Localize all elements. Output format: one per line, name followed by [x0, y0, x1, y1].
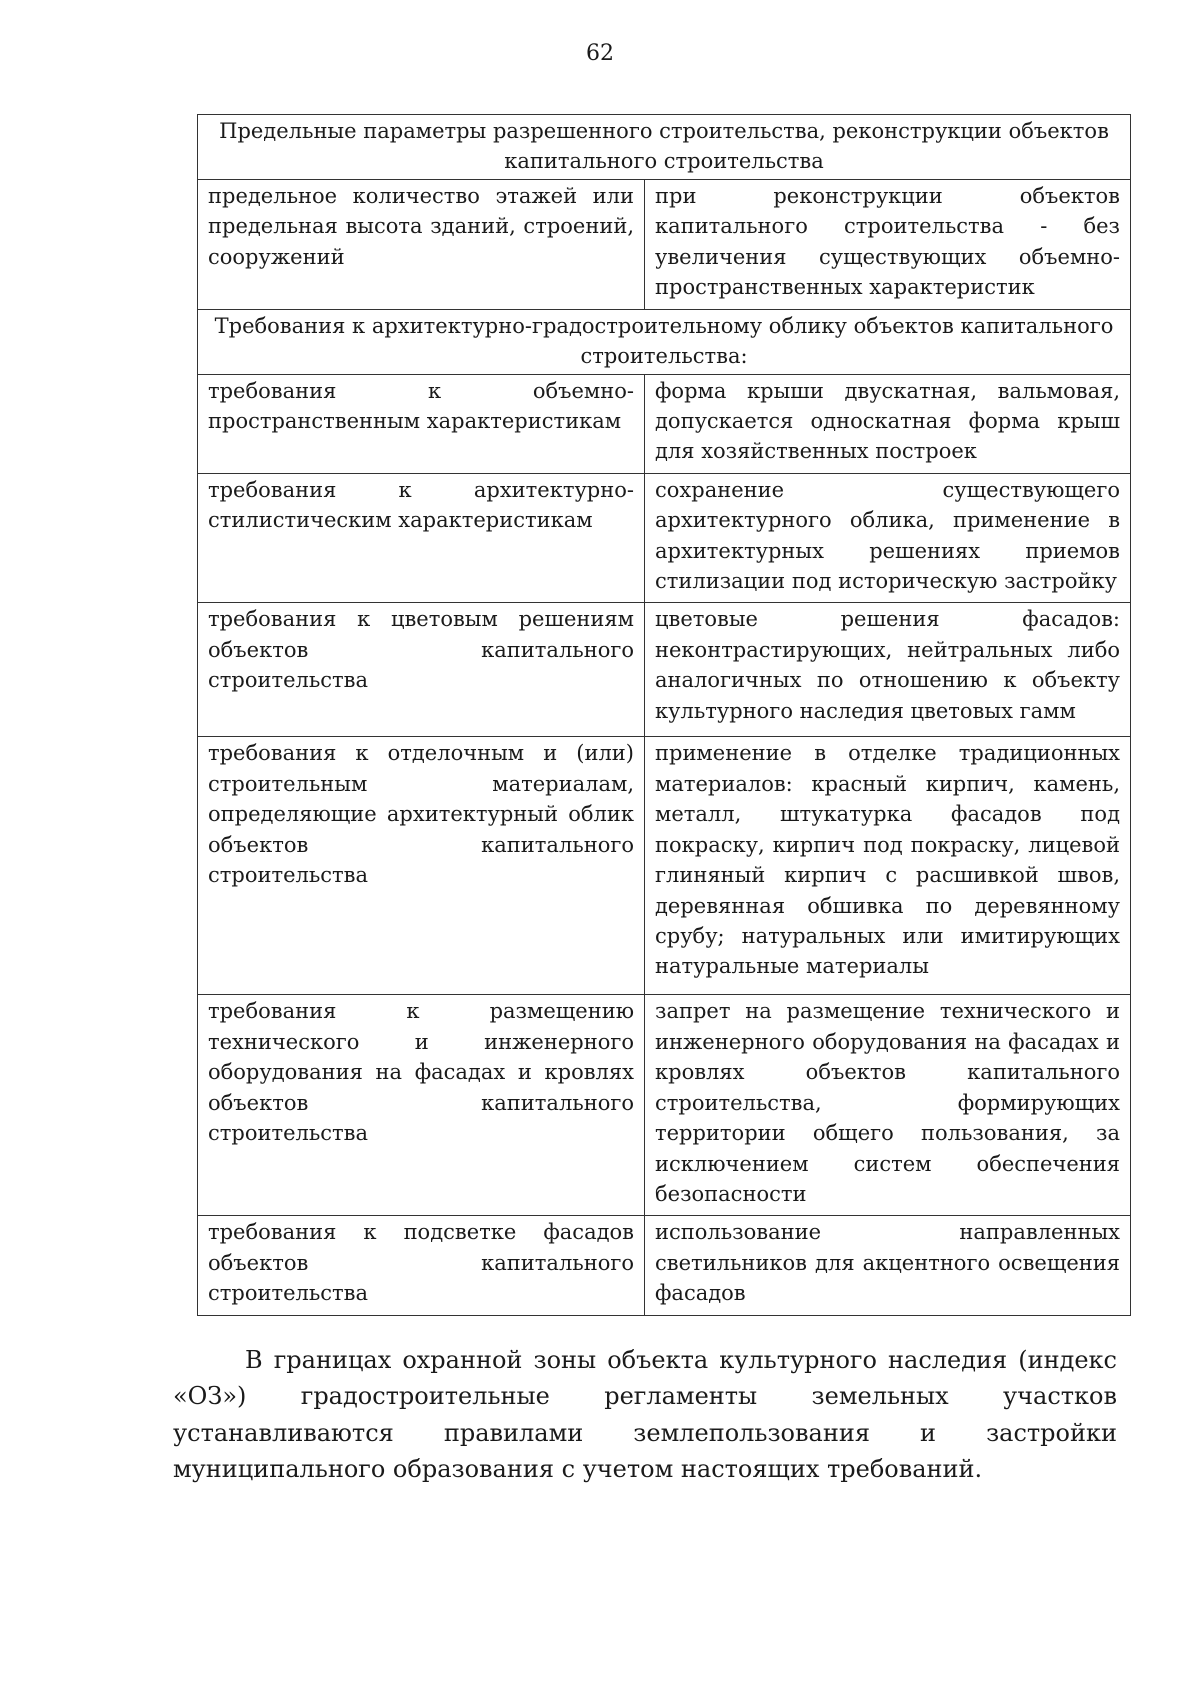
table-cell-value: сохранение существующего архитектурного облика, применение в архитектурных решениях приемов стилизации под историческую застройку — [645, 473, 1131, 603]
table-cell-value: при реконструкции объектов капитального строительства - без увеличения существующих объемно-пространственных характеристик — [645, 179, 1131, 309]
table-row — [198, 374, 1131, 473]
table-cell-parameter: требования к размещению технического и инженерного оборудования на фасадах и кровлях объектов капитального строительства — [198, 995, 645, 1216]
body-paragraph: В границах охранной зоны объекта культурного наследия (индекс «ОЗ») градостроительные регламенты земельных участков устанавливаются правилами землепользования и застройки муниципального образования с учетом настоящих требований. — [173, 1346, 1117, 1484]
table-cell-value: запрет на размещение технического и инженерного оборудования на фасадах и кровлях объектов капитального строительства, формирующих территории общего пользования, за исключением систем обеспечения безопасности — [645, 995, 1131, 1216]
table-row — [198, 1216, 1131, 1315]
table-cell-parameter: требования к объемно-пространственным характеристикам — [198, 374, 645, 473]
table-cell-parameter: предельное количество этажей или предельная высота зданий, строений, сооружений — [198, 179, 645, 309]
table-cell-value: форма крыши двускатная, вальмовая, допускается односкатная форма крыш для хозяйственных построек — [645, 374, 1131, 473]
table-row — [198, 995, 1131, 1216]
table-cell-parameter: требования к отделочным и (или) строительным материалам, определяющие архитектурный облик объектов капитального строительства — [198, 737, 645, 995]
table-header-requirements: Требования к архитектурно-градостроительному облику объектов капитального строительства: — [198, 309, 1131, 374]
table-row — [198, 737, 1131, 995]
table-row — [198, 603, 1131, 737]
table-cell-value: цветовые решения фасадов: неконтрастирующих, нейтральных либо аналогичных по отношению к объекту культурного наследия цветовых гамм — [645, 603, 1131, 737]
table-cell-value: использование направленных светильников для акцентного освещения фасадов — [645, 1216, 1131, 1315]
regulations-table — [197, 114, 1131, 1316]
table-header-parameters: Предельные параметры разрешенного строительства, реконструкции объектов капитального строительства — [198, 115, 1131, 180]
table-cell-parameter: требования к подсветке фасадов объектов капитального строительства — [198, 1216, 645, 1315]
table-cell-parameter: требования к архитектурно-стилистическим характеристикам — [198, 473, 645, 603]
table-cell-parameter: требования к цветовым решениям объектов капитального строительства — [198, 603, 645, 737]
table-header-row — [198, 115, 1131, 180]
table-row — [198, 179, 1131, 309]
table-row — [198, 473, 1131, 603]
table-header-row — [198, 309, 1131, 374]
table-cell-value: применение в отделке традиционных материалов: красный кирпич, камень, металл, штукатурка фасадов под покраску, кирпич под покраску, лицевой глиняный кирпич с расшивкой швов, деревянная обшивка по деревянному срубу; натуральных или имитирующих натуральные материалы — [645, 737, 1131, 995]
page-number: 62 — [586, 41, 614, 66]
